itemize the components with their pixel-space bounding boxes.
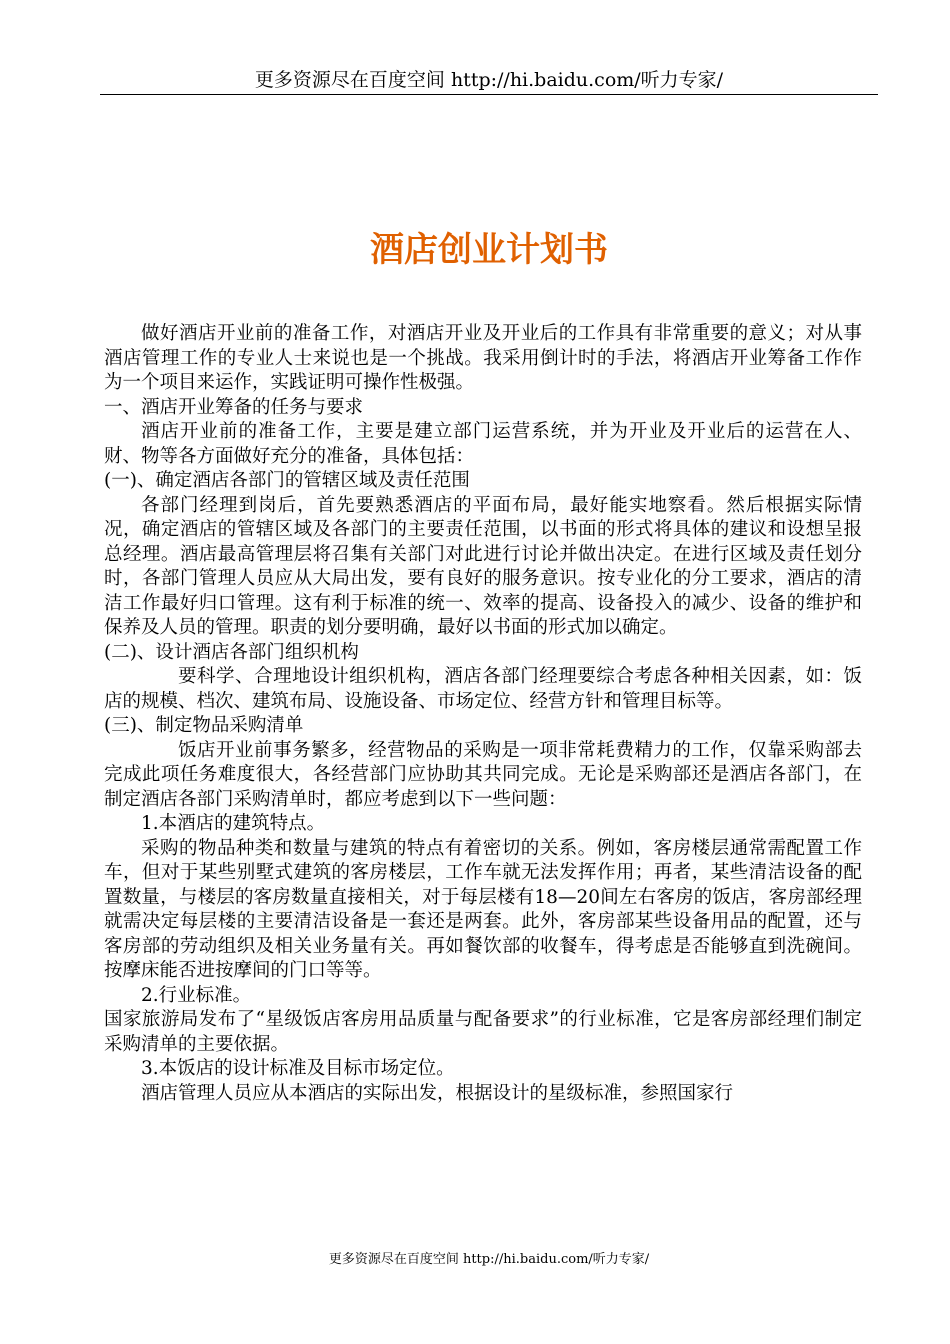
intro-paragraph: 做好酒店开业前的准备工作，对酒店开业及开业后的工作具有非常重要的意义；对从事酒店管理工作的专业人士来说也是一个挑战。我采用倒计时的手法，将酒店开业筹备工作作为一个项目来运作，实践证明可操作性极强。 bbox=[104, 323, 862, 393]
page-header: 更多资源尽在百度空间 http://hi.baidu.com/听力专家/ bbox=[254, 69, 724, 91]
body-paragraph: 国家旅游局发布了“星级饭店客房用品质量与配备要求”的行业标准，它是客房部经理们制定采购清单的主要依据。 bbox=[104, 1009, 862, 1055]
document-body bbox=[104, 322, 862, 1106]
body-paragraph: 采购的物品种类和数量与建筑的特点有着密切的关系。例如，客房楼层通常需配置工作车，但对于某些别墅式建筑的客房楼层，工作车就无法发挥作用；再者，某些清洁设备的配置数量，与楼层的客房数量直接相关，对于每层楼有18—20间左右客房的饭店，客房部经理就需决定每层楼的主要清洁设备是一套还是两套。此外，客房部某些设备用品的配置，还与客房部的劳动组织及相关业务量有关。再如餐饮部的收餐车，得考虑是否能够直到洗碗间。按摩床能否进按摩间的门口等等。 bbox=[104, 837, 862, 981]
list-item-heading: 3.本饭店的设计标准及目标市场定位。 bbox=[141, 1058, 455, 1079]
subsection-heading-3: (三)、制定物品采购清单 bbox=[104, 715, 304, 736]
document-title: 酒店创业计划书 bbox=[370, 230, 608, 270]
header-divider bbox=[100, 94, 878, 95]
subsection-heading-1: (一)、确定酒店各部门的管辖区域及责任范围 bbox=[104, 470, 470, 491]
section-heading-1: 一、酒店开业筹备的任务与要求 bbox=[104, 396, 364, 418]
subsection-heading-2: (二)、设计酒店各部门组织机构 bbox=[104, 641, 359, 663]
body-paragraph: 要科学、合理地设计组织机构，酒店各部门经理要综合考虑各种相关因素，如：饭店的规模、档次、建筑布局、设施设备、市场定位、经营方针和管理目标等。 bbox=[104, 666, 862, 712]
body-paragraph: 酒店开业前的准备工作，主要是建立部门运营系统，并为开业及开业后的运营在人、财、物等各方面做好充分的准备，具体包括： bbox=[104, 421, 862, 467]
body-paragraph: 酒店管理人员应从本酒店的实际出发，根据设计的星级标准，参照国家行 bbox=[141, 1082, 734, 1104]
list-item-heading: 2.行业标准。 bbox=[141, 984, 252, 1006]
body-paragraph: 饭店开业前事务繁多，经营物品的采购是一项非常耗费精力的工作，仅靠采购部去完成此项任务难度很大，各经营部门应协助其共同完成。无论是采购部还是酒店各部门，在制定酒店各部门采购清单时，都应考虑到以下一些问题： bbox=[104, 739, 862, 810]
page-footer: 更多资源尽在百度空间 http://hi.baidu.com/听力专家/ bbox=[328, 1252, 650, 1267]
body-paragraph: 各部门经理到岗后，首先要熟悉酒店的平面布局，最好能实地察看。然后根据实际情况，确定酒店的管辖区域及各部门的主要责任范围，以书面的形式将具体的建议和设想呈报总经理。酒店最高管理层将召集有关部门对此进行讨论并做出决定。在进行区域及责任划分时，各部门管理人员应从大局出发，要有良好的服务意识。按专业化的分工要求，酒店的清洁工作最好归口管理。这有利于标准的统一、效率的提高、设备投入的减少、设备的维护和保养及人员的管理。职责的划分要明确，最好以书面的形式加以确定。 bbox=[104, 494, 862, 638]
list-item-heading: 1.本酒店的建筑特点。 bbox=[141, 813, 326, 834]
